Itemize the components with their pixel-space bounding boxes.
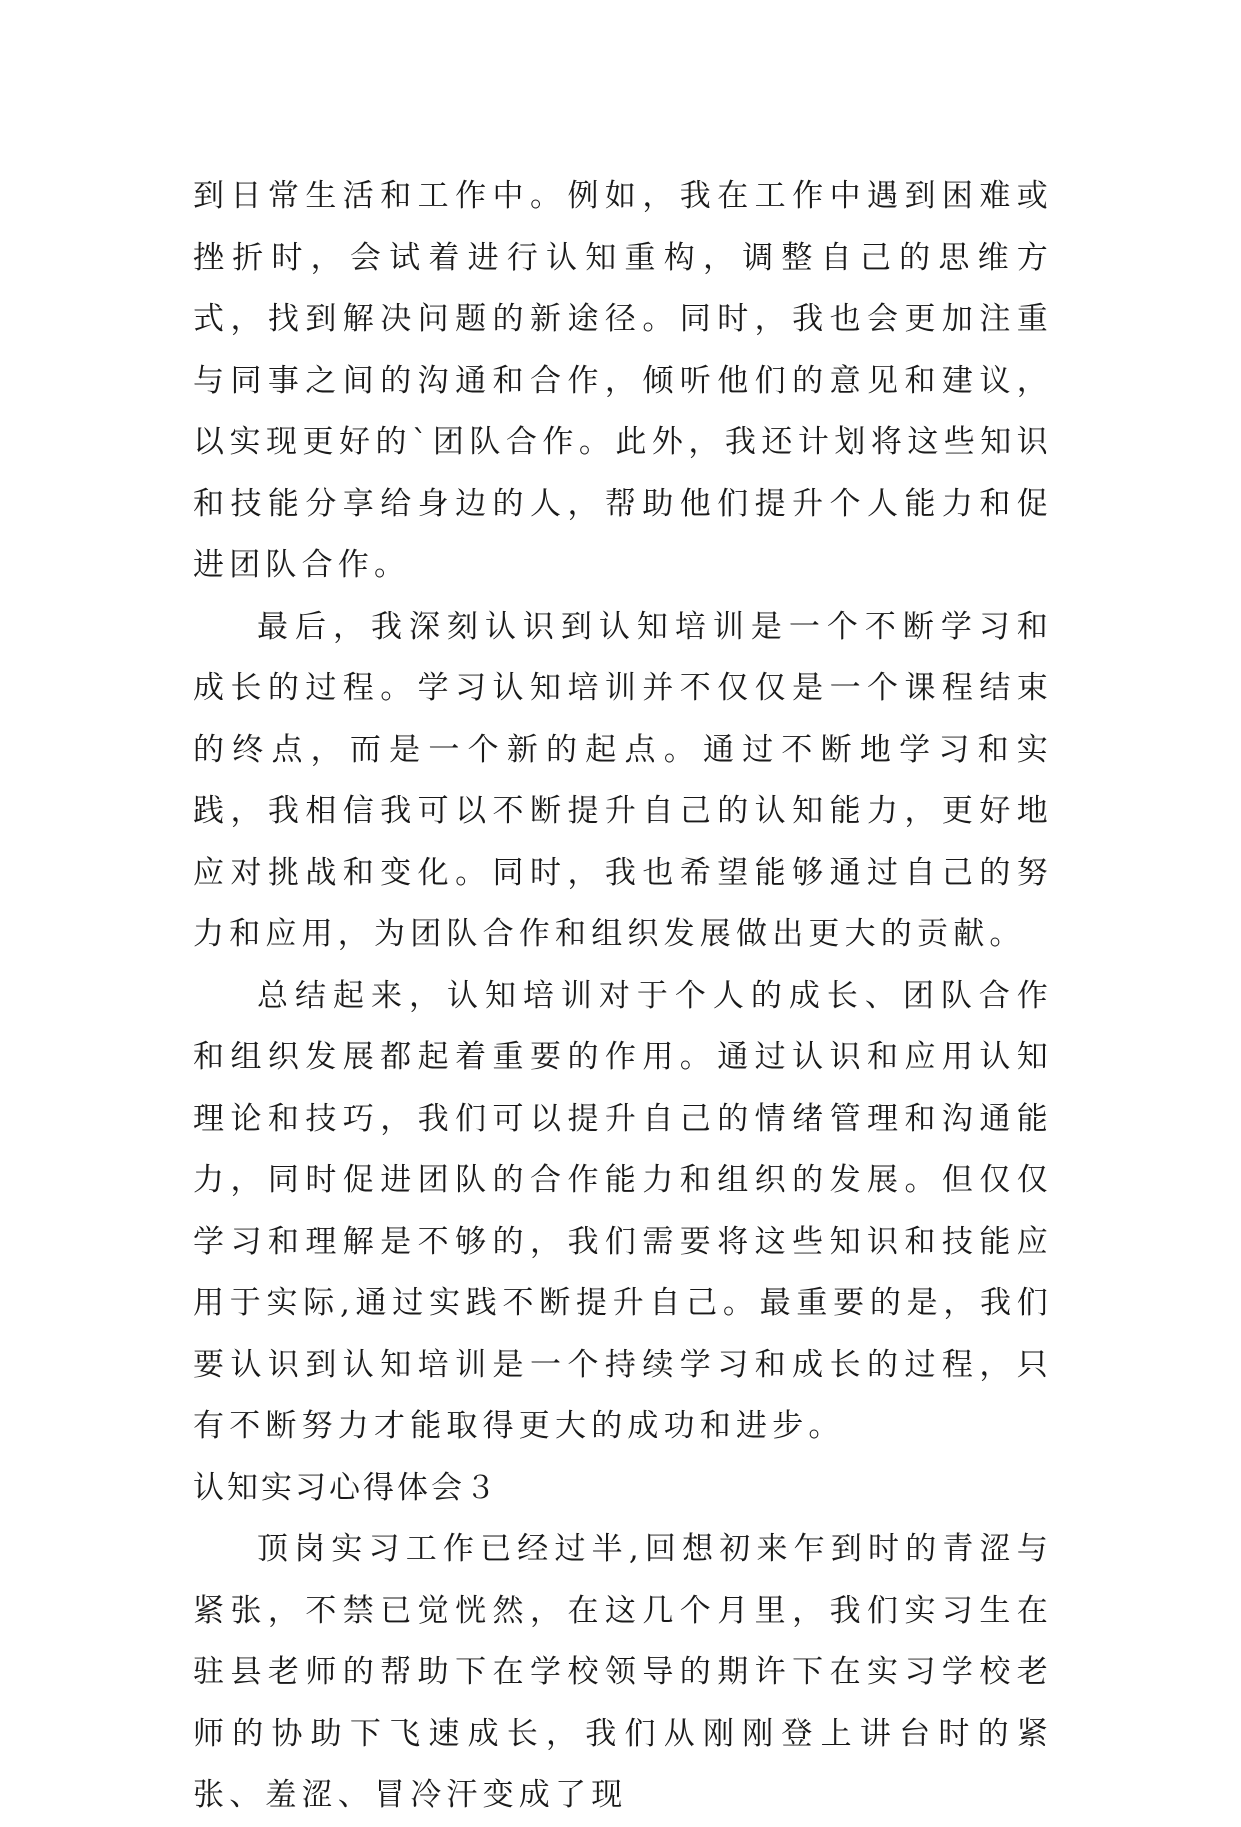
paragraph-internship: 顶岗实习工作已经过半,回想初来乍到时的青涩与紧张，不禁已觉恍然，在这几个月里，我们实习生在驻县老师的帮助下在学校领导的期许下在实习学校老师的协助下飞速成长，我们从刚刚登上讲台时的紧张、羞涩、冒冷汗变成了现 (193, 1531, 1053, 1813)
section-heading: 认知实习心得体会３ (193, 1469, 499, 1506)
paragraph-conclusion: 最后，我深刻认识到认知培训是一个不断学习和成长的过程。学习认知培训并不仅仅是一个课程结束的终点，而是一个新的起点。通过不断地学习和实践，我相信我可以不断提升自己的认知能力，更好地应对挑战和变化。同时，我也希望能够通过自己的努力和应用，为团队合作和组织发展做出更大的贡献。 (193, 608, 1053, 952)
paragraph-continued: 到日常生活和工作中。例如，我在工作中遇到困难或挫折时，会试着进行认知重构，调整自己的思维方式，找到解决问题的新途径。同时，我也会更加注重与同事之间的沟通和合作，倾听他们的意见和建议，以实现更好的`团队合作。此外，我还计划将这些知识和技能分享给身边的人，帮助他们提升个人能力和促进团队合作。 (193, 178, 1053, 583)
document-body (193, 166, 1053, 1827)
paragraph-summary: 总结起来，认知培训对于个人的成长、团队合作和组织发展都起着重要的作用。通过认识和应用认知理论和技巧，我们可以提升自己的情绪管理和沟通能力，同时促进团队的合作能力和组织的发展。但仅仅学习和理解是不够的，我们需要将这些知识和技能应用于实际,通过实践不断提升自己。最重要的是，我们要认识到认知培训是一个持续学习和成长的过程，只有不断努力才能取得更大的成功和进步。 (193, 977, 1053, 1444)
